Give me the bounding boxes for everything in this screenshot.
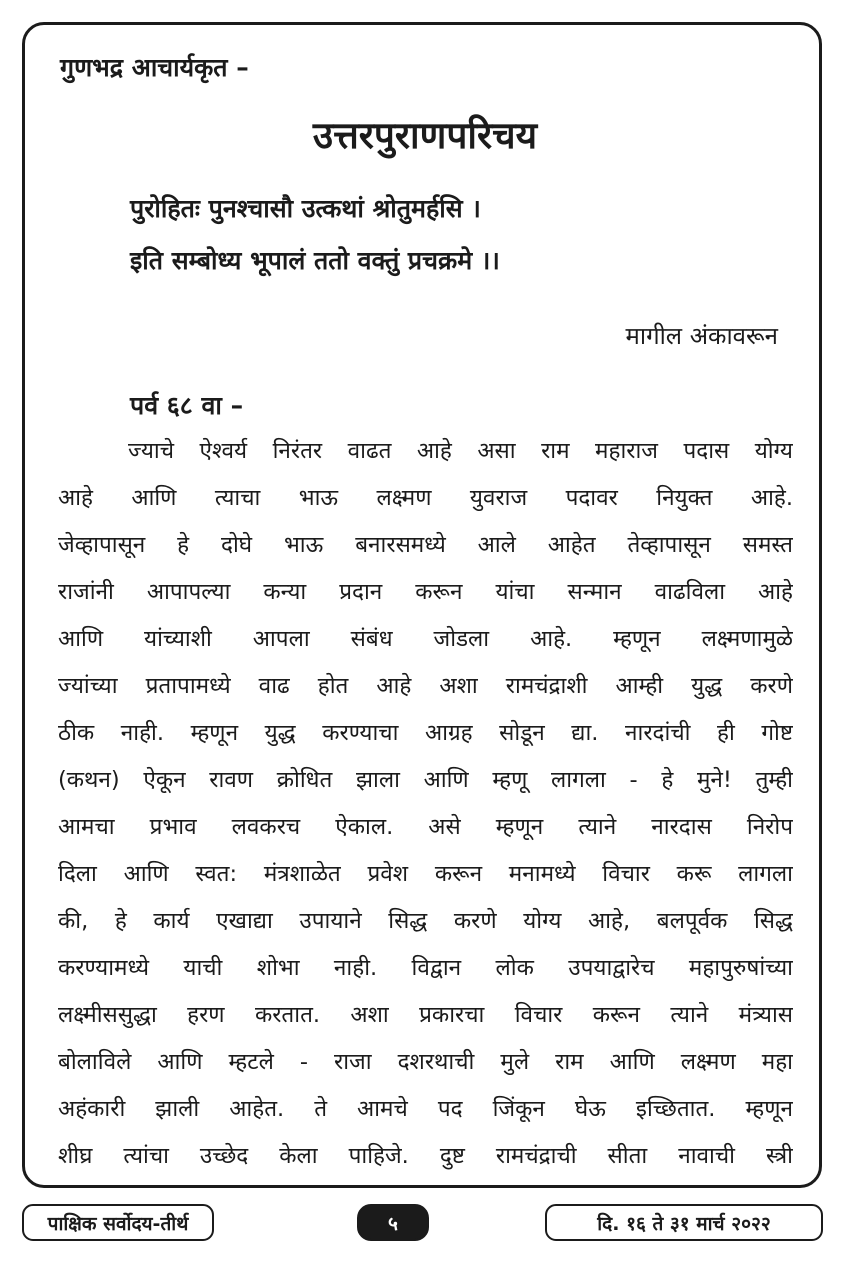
verse-line-2: इति सम्बोध्य भूपालं ततो वक्तुं प्रचक्रमे ।। [130,246,500,275]
body-line: दिला आणि स्वत: मंत्रशाळेत प्रवेश करून मनामध्ये विचार करू लागला [58,861,793,887]
publication-name: पाक्षिक सर्वोदय-तीर्थ [22,1204,214,1241]
body-line: अहंकारी झाली आहेत. ते आमचे पद जिंकून घेऊ इच्छितात. म्हणून [58,1096,793,1122]
page-number: ५ [357,1204,429,1241]
body-line: (कथन) ऐकून रावण क्रोधित झाला आणि म्हणू लागला - हे मुने! तुम्ही [58,767,793,793]
body-line: बोलाविले आणि म्हटले - राजा दशरथाची मुले राम आणि लक्ष्मण महा [58,1049,793,1075]
body-line: शीघ्र त्यांचा उच्छेद केला पाहिजे. दुष्ट रामचंद्राची सीता नावाची स्त्री [58,1143,793,1169]
body-line: राजांनी आपापल्या कन्या प्रदान करून यांचा सन्मान वाढविला आहे [58,579,793,605]
page-title: उत्तरपुराणपरिचय [312,114,538,157]
body-line: आहे आणि त्याचा भाऊ लक्ष्मण युवराज पदावर नियुक्त आहे. [58,485,793,511]
body-line: आणि यांच्याशी आपला संबंध जोडला आहे. म्हणून लक्ष्मणामुळे [58,626,793,652]
body-line: लक्ष्मीससुद्धा हरण करतात. अशा प्रकारचा विचार करून त्याने मंत्र्यास [58,1002,793,1028]
body-line: आमचा प्रभाव लवकरच ऐकाल. असे म्हणून त्याने नारदास निरोप [58,814,793,840]
body-text [58,428,793,1180]
body-line: ठीक नाही. म्हणून युद्ध करण्याचा आग्रह सोडून द्या. नारदांची ही गोष्ट [58,720,793,746]
body-line: की, हे कार्य एखाद्या उपायाने सिद्ध करणे योग्य आहे, बलपूर्वक सिद्ध [58,908,793,934]
body-line: ज्याचे ऐश्वर्य निरंतर वाढत आहे असा राम महाराज पदास योग्य [128,438,793,464]
body-line: ज्यांच्या प्रतापामध्ये वाढ होत आहे अशा रामचंद्राशी आम्ही युद्ध करणे [58,673,793,699]
body-line: करण्यामध्ये याची शोभा नाही. विद्वान लोक उपयाद्वारेच महापुरुषांच्या [58,955,793,981]
verse-line-1: पुरोहितः पुनश्चासौ उत्कथां श्रोतुमर्हसि । [130,194,481,223]
author-line: गुणभद्र आचार्यकृत – [60,53,249,82]
continued-note: मागील अंकावरून [625,322,778,350]
issue-date: दि. १६ ते ३१ मार्च २०२२ [545,1204,823,1241]
body-line: जेव्हापासून हे दोघे भाऊ बनारसमध्ये आले आहेत तेव्हापासून समस्त [58,532,793,558]
section-heading: पर्व ६८ वा – [130,391,244,420]
